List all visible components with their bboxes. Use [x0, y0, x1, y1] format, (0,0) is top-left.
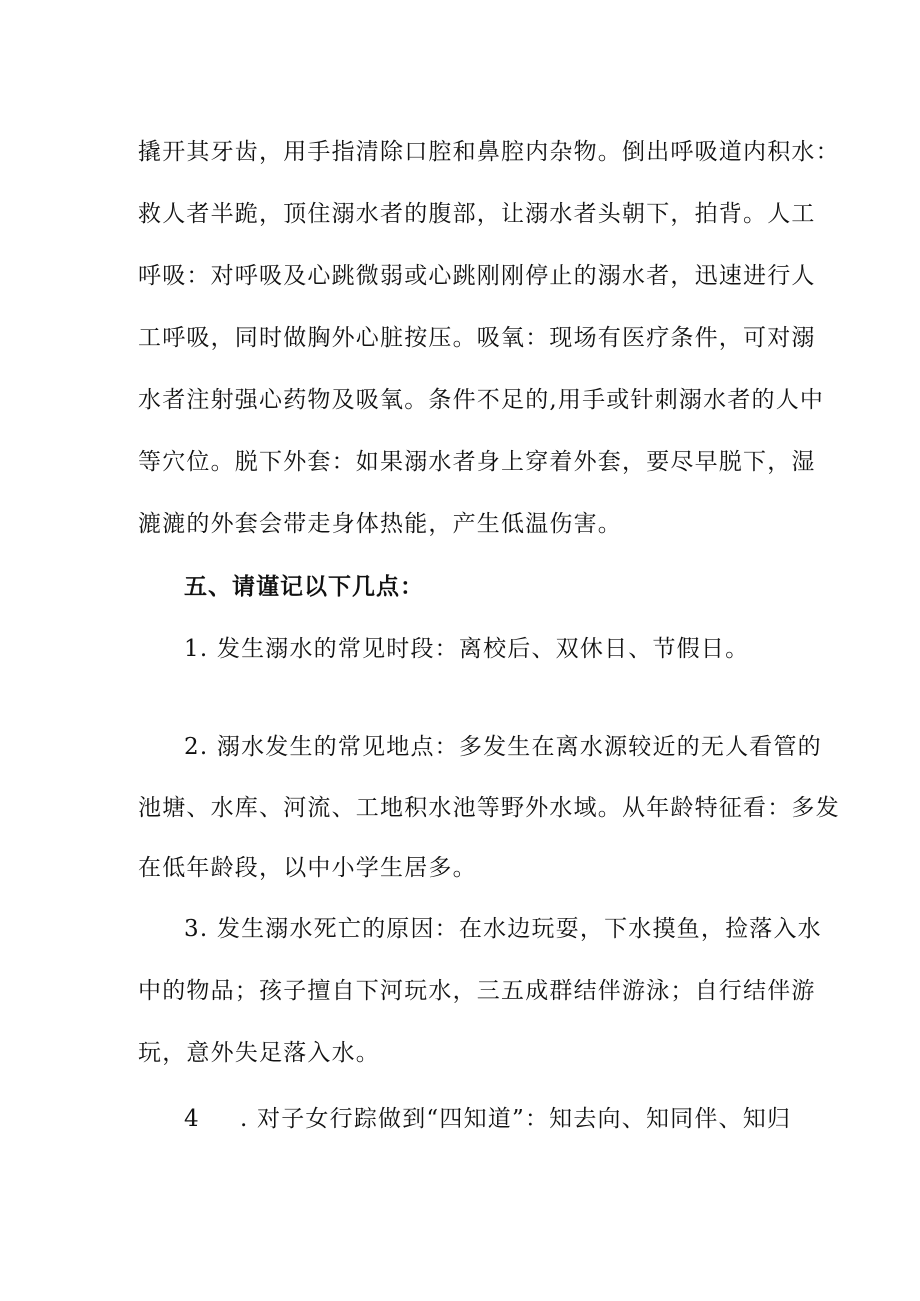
- paragraph-line: 撬开其牙齿，用手指清除口腔和鼻腔内杂物。倒出呼吸道内积水：: [138, 139, 840, 165]
- paragraph-line: 工呼吸，同时做胸外心脏按压。吸氧：现场有医疗条件，可对溺: [138, 325, 816, 351]
- item-number: 4: [184, 1106, 200, 1132]
- item-text: . 对子女行踪做到“四知道”：知去向、知同伴、知归: [240, 1106, 792, 1132]
- paragraph-line: 池塘、水库、河流、工地积水池等野外水域。从年龄特征看：多发: [138, 795, 840, 821]
- item-number: 3: [184, 916, 200, 942]
- paragraph-line: 等穴位。脱下外套：如果溺水者身上穿着外套，要尽早脱下，湿: [138, 449, 816, 475]
- list-item-1: [184, 634, 844, 664]
- list-item-3: [184, 914, 844, 944]
- item-text: . 发生溺水的常见时段：离校后、双休日、节假日。: [199, 636, 750, 662]
- item-text: . 发生溺水死亡的原因：在水边玩耍，下水摸鱼，捡落入水: [199, 916, 822, 942]
- list-item-2: [184, 732, 844, 762]
- list-item-4: [184, 1104, 844, 1134]
- paragraph-line: 漉漉的外套会带走身体热能，产生低温伤害。: [138, 511, 622, 537]
- paragraph-line: 玩，意外失足落入水。: [138, 1040, 380, 1066]
- section-heading: 五、请谨记以下几点：: [184, 574, 424, 600]
- item-text: . 溺水发生的常见地点：多发生在离水源较近的无人看管的: [199, 734, 822, 760]
- paragraph-line: 在低年龄段，以中小学生居多。: [138, 855, 477, 881]
- paragraph-line: 救人者半跪，顶住溺水者的腹部，让溺水者头朝下，拍背。人工: [138, 201, 816, 227]
- paragraph-line: 中的物品；孩子擅自下河玩水，三五成群结伴游泳；自行结伴游: [138, 978, 816, 1004]
- item-number: 1: [184, 636, 200, 662]
- item-number: 2: [184, 734, 200, 760]
- paragraph-line: 呼吸：对呼吸及心跳微弱或心跳刚刚停止的溺水者，迅速进行人: [138, 263, 816, 289]
- paragraph-line: 水者注射强心药物及吸氧。条件不足的,用手或针刺溺水者的人中: [138, 387, 825, 413]
